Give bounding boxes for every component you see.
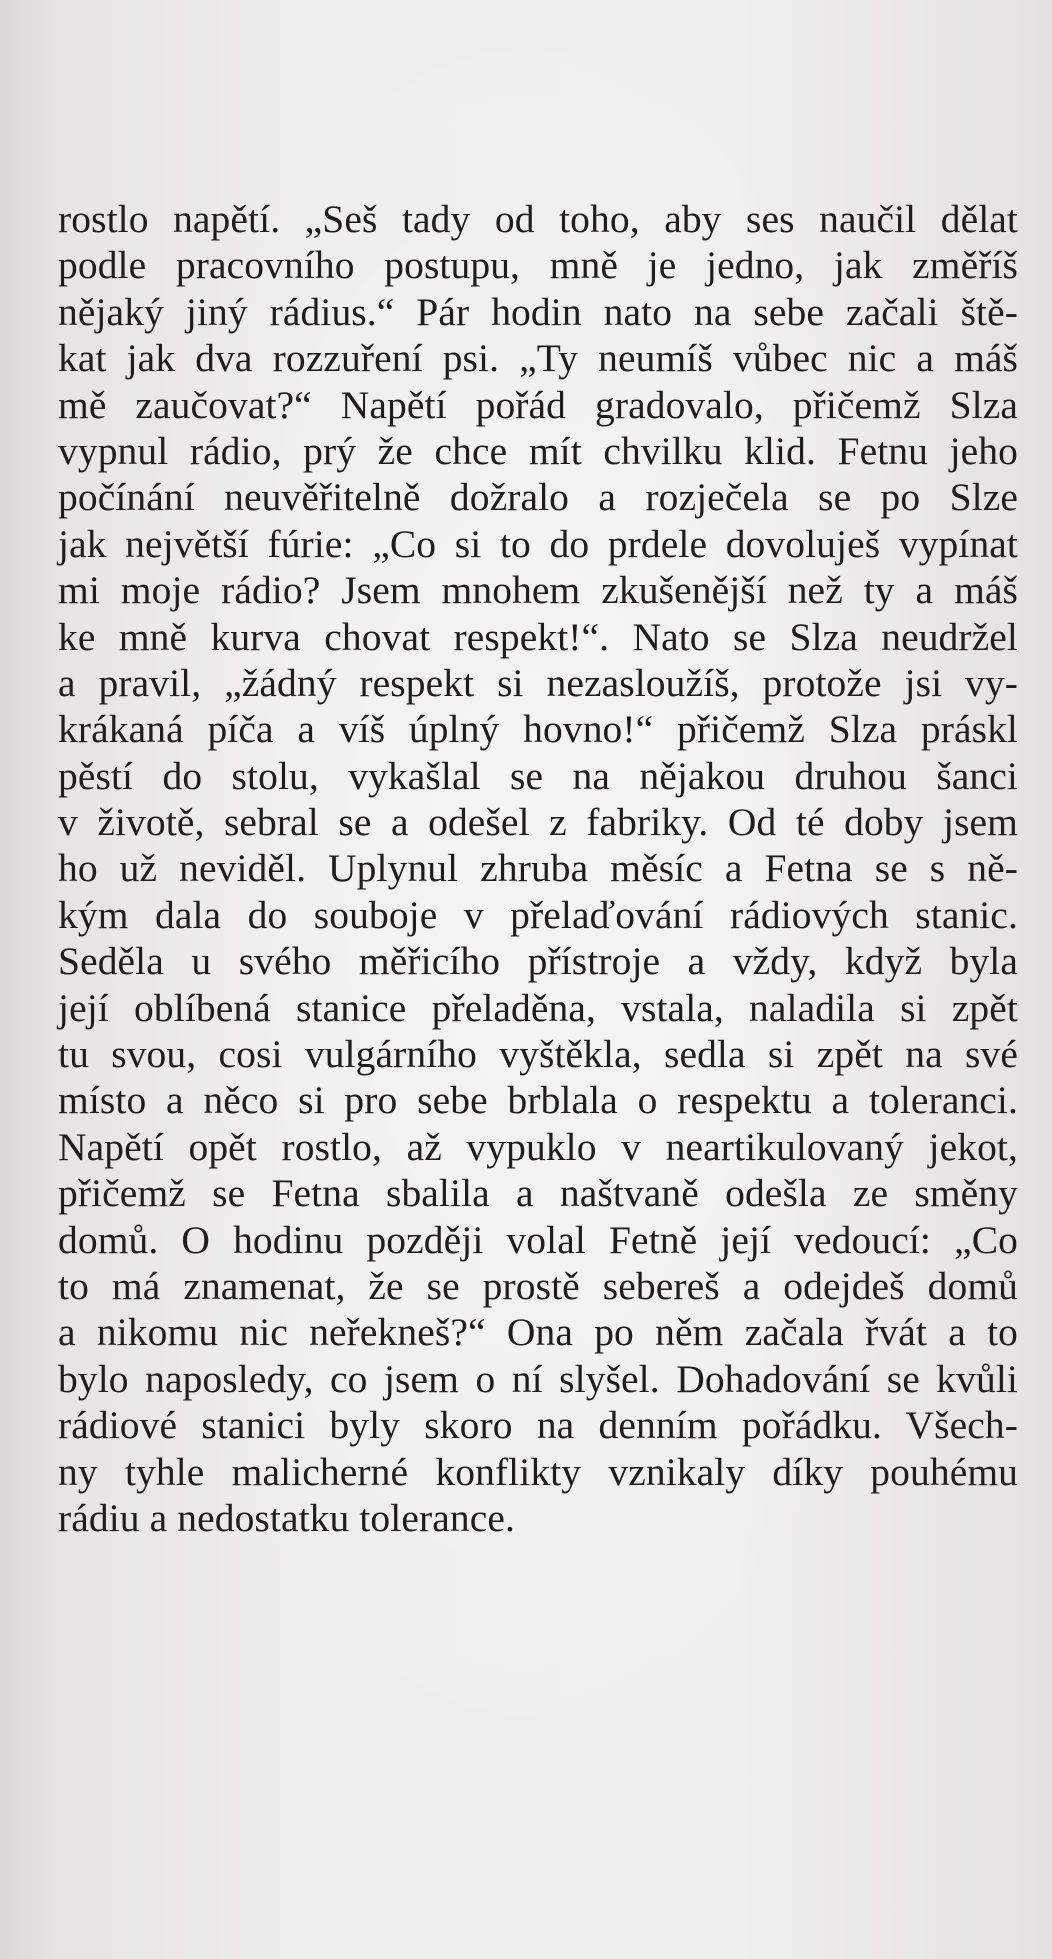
text-line: ny tyhle malicherné konflikty vznikaly díky pouhému (58, 1449, 1018, 1494)
text-line: rádiové stanici byly skoro na denním pořádku. Všech- (58, 1403, 1018, 1448)
text-line: kým dala do souboje v přelaďování rádiových stanic. (58, 892, 1018, 937)
text-line: Napětí opět rostlo, až vypuklo v neartikulovaný jekot, (58, 1124, 1018, 1169)
text-line: mě zaučovat?“ Napětí pořád gradovalo, přičemž Slza (58, 382, 1018, 427)
body-text (58, 196, 1018, 1541)
text-line: tu svou, cosi vulgárního vyštěkla, sedla si zpět na své (58, 1032, 1018, 1077)
text-line: Seděla u svého měřicího přístroje a vždy, když byla (58, 939, 1018, 984)
text-line: počínání neuvěřitelně dožralo a rozječela se po Slze (58, 475, 1018, 520)
text-line: místo a něco si pro sebe brblala o respektu a toleranci. (58, 1078, 1018, 1123)
text-line: pěstí do stolu, vykašlal se na nějakou druhou šanci (58, 753, 1018, 798)
text-line: rostlo napětí. „Seš tady od toho, aby ses naučil dělat (58, 197, 1018, 241)
text-line-last: rádiu a nedostatku tolerance. (58, 1495, 515, 1540)
text-line: ke mně kurva chovat respekt!“. Nato se Slza neudržel (58, 614, 1018, 659)
text-line: ho už neviděl. Uplynul zhruba měsíc a Fetna se s ně- (58, 846, 1018, 891)
text-line: přičemž se Fetna sbalila a naštvaně odešla ze směny (58, 1171, 1018, 1216)
text-line: kat jak dva rozzuření psi. „Ty neumíš vůbec nic a máš (58, 336, 1018, 381)
text-line: nějaký jiný rádius.“ Pár hodin nato na sebe začali ště- (58, 289, 1018, 334)
text-line: krákaná píča a víš úplný hovno!“ přičemž Slza práskl (58, 707, 1018, 752)
text-line: v životě, sebral se a odešel z fabriky. Od té doby jsem (58, 800, 1018, 845)
text-line: podle pracovního postupu, mně je jedno, jak změříš (58, 243, 1018, 288)
text-line: jak největší fúrie: „Co si to do prdele dovoluješ vypínat (58, 521, 1018, 566)
text-line: to má znamenat, že se prostě sebereš a odejdeš domů (58, 1263, 1018, 1308)
text-line: vypnul rádio, prý že chce mít chvilku klid. Fetnu jeho (58, 428, 1018, 473)
text-line: domů. O hodinu později volal Fetně její vedoucí: „Co (58, 1217, 1018, 1262)
text-line: její oblíbená stanice přeladěna, vstala, naladila si zpět (58, 985, 1018, 1030)
text-line: a nikomu nic neřekneš?“ Ona po něm začala řvát a to (58, 1310, 1018, 1355)
text-line: bylo naposledy, co jsem o ní slyšel. Dohadování se kvůli (58, 1356, 1018, 1401)
text-line: a pravil, „žádný respekt si nezasloužíš, protože jsi vy- (58, 660, 1018, 705)
text-line: mi moje rádio? Jsem mnohem zkušenější než ty a máš (58, 568, 1018, 613)
